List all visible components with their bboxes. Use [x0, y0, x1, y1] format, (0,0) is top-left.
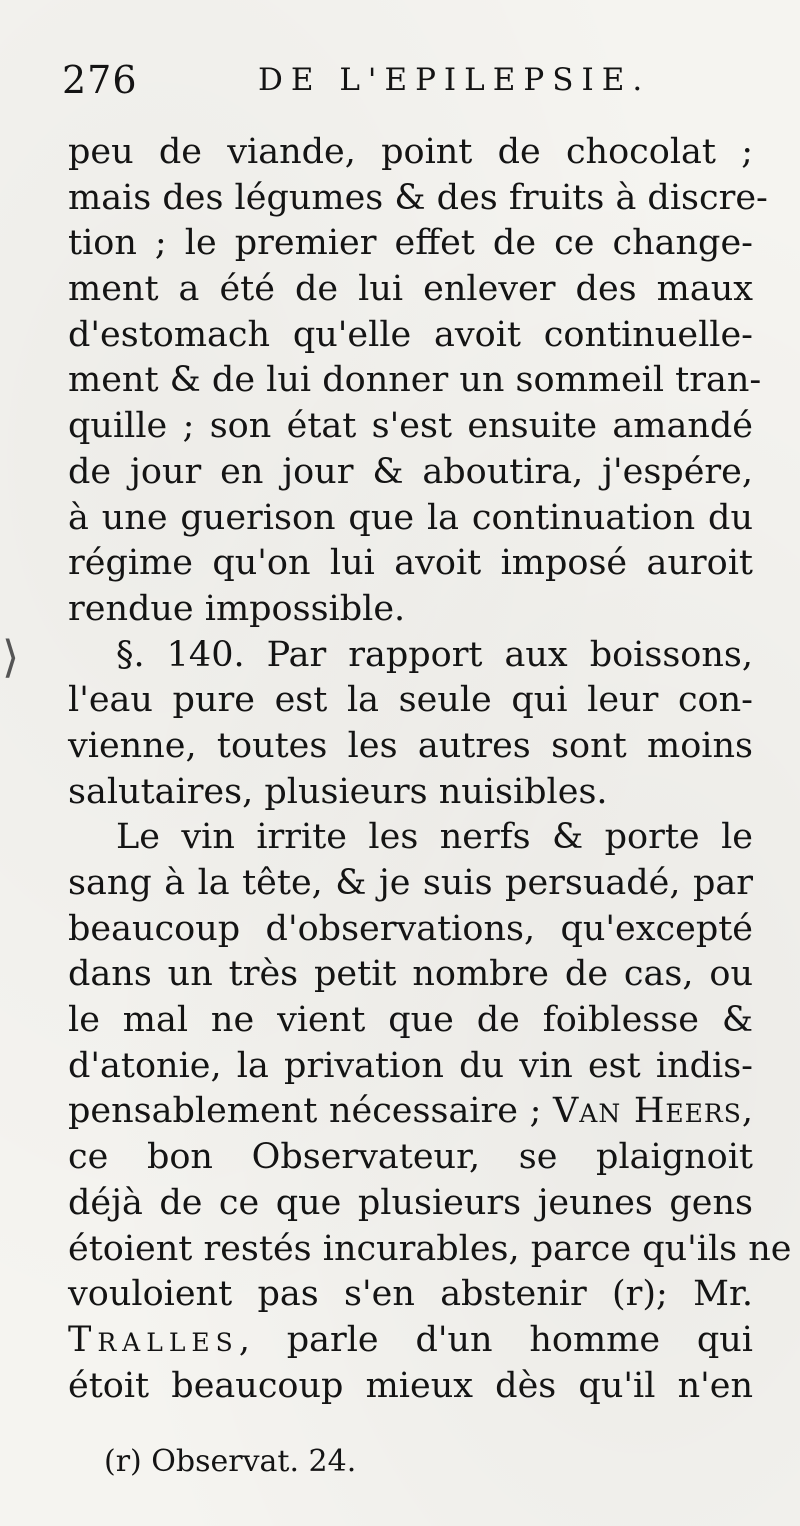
text-line: ment & de lui donner un sommeil tran- [68, 360, 762, 401]
text-line: de jour en jour & aboutira, j'espére, [68, 451, 753, 492]
text-line: tion ; le premier effet de ce change- [68, 223, 753, 264]
text-line: vouloient pas s'en abstenir (r); Mr. [68, 1274, 753, 1315]
text-line: déjà de ce que plusieurs jeunes gens [68, 1182, 753, 1223]
text-line: d'estomach qu'elle avoit continuelle- [68, 314, 753, 355]
author-name: Van Heers [553, 1091, 742, 1132]
running-head: DE L'EPILEPSIE. [258, 62, 651, 98]
line-text: , parle d'un homme qui [238, 1319, 753, 1360]
text-line: sang à la tête, & je suis persuadé, par [68, 863, 753, 903]
text-line [68, 1089, 753, 1135]
text-line: salutaires, plusieurs nuisibles. [68, 771, 608, 812]
text-line: l'eau pure est la seule qui leur con- [68, 680, 753, 721]
text-line: mais des légumes & des fruits à discre- [68, 177, 768, 218]
text-line [68, 1318, 753, 1364]
text-line: beaucoup d'observations, qu'excepté [68, 908, 753, 949]
text-line: vienne, toutes les autres sont moins [68, 725, 753, 766]
footnote: (r) Observat. 24. [104, 1444, 357, 1479]
text-line: quille ; son état s'est ensuite amandé [68, 406, 753, 447]
body-text [68, 130, 792, 1409]
text-line: rendue impossible. [68, 588, 406, 629]
page-header [62, 58, 752, 108]
author-name: Tralles [68, 1319, 239, 1360]
text-line: dans un très petit nombre de cas, ou [68, 954, 753, 995]
text-line: étoient restés incurables, parce qu'ils ne [68, 1228, 792, 1269]
text-line: régime qu'on lui avoit imposé auroit [68, 543, 753, 584]
line-text: pensablement nécessaire ; [68, 1091, 554, 1132]
margin-mark: ⟩ [2, 632, 20, 683]
text-line: d'atonie, la privation du vin est indis- [68, 1045, 753, 1086]
paragraph-start-line: Le vin irrite les nerfs & porte le [116, 817, 753, 858]
text-line: à une guerison que la continuation du [68, 497, 753, 538]
text-line: peu de viande, point de chocolat ; [68, 132, 753, 172]
text-line: ce bon Observateur, se plaignoit [68, 1137, 753, 1178]
line-text: , [741, 1091, 753, 1132]
text-line: étoit beaucoup mieux dès qu'il n'en [68, 1365, 753, 1406]
section-heading-line: §. 140. Par rapport aux boissons, [116, 634, 753, 675]
text-line: le mal ne vient que de foiblesse & [68, 1000, 753, 1041]
page-number: 276 [62, 58, 138, 102]
text-line: ment a été de lui enlever des maux [68, 269, 753, 310]
